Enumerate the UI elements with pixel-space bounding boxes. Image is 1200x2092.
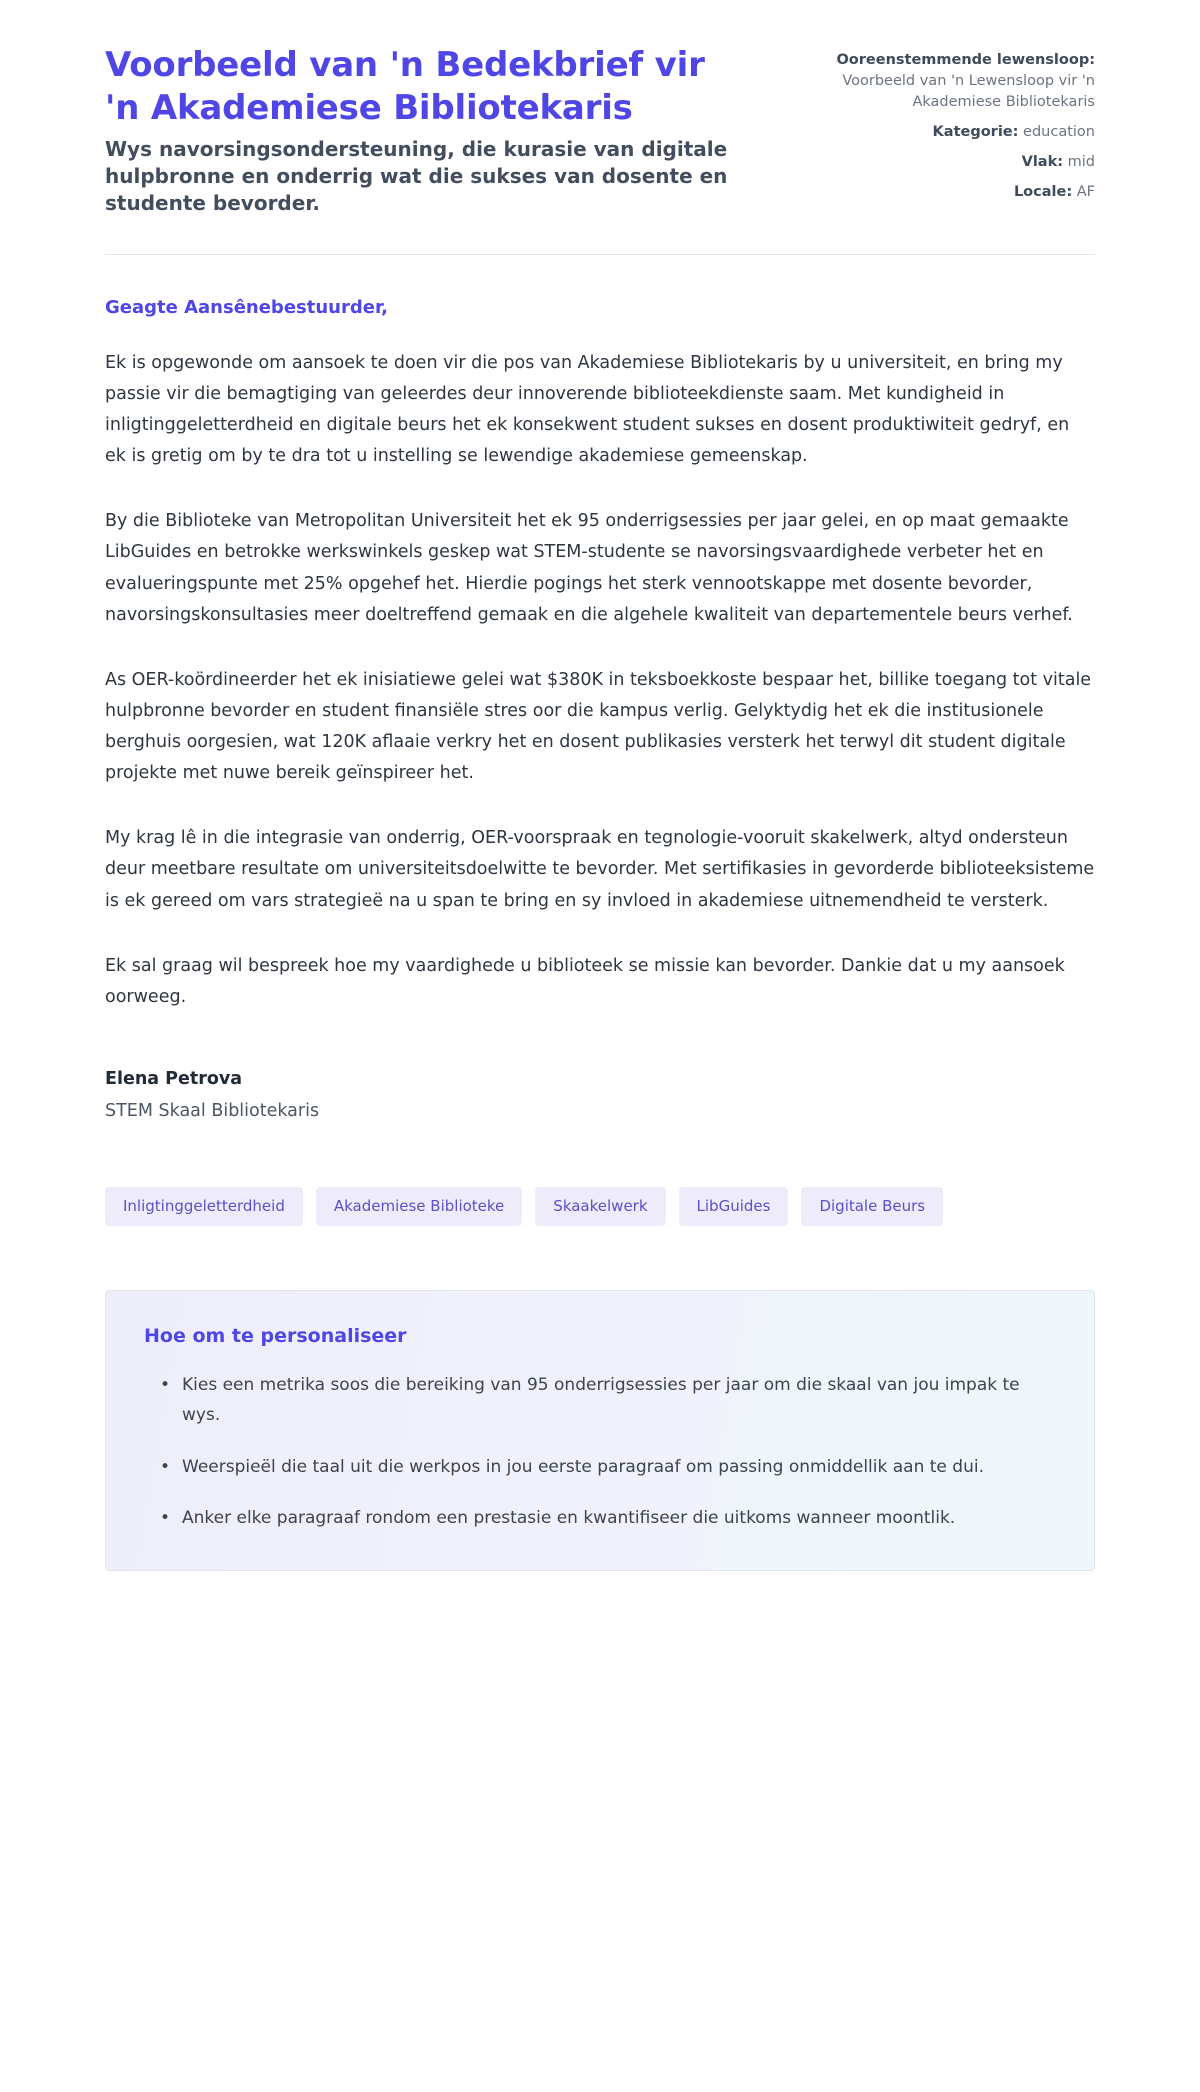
tag-chip[interactable]: Inligtinggeletterdheid <box>105 1187 303 1226</box>
tip-list-item: • Anker elke paragraaf rondom een prestasie en kwantifiseer die uitkoms wanneer moontlik. <box>168 1504 1056 1534</box>
meta-label-matching-resume: Ooreenstemmende lewensloop: <box>836 52 1095 68</box>
meta-value-level: mid <box>1067 154 1095 171</box>
tag-chip[interactable]: LibGuides <box>679 1187 789 1226</box>
tag-chip[interactable]: Skaakelwerk <box>535 1187 665 1226</box>
meta-label-level: Vlak: <box>1021 154 1064 171</box>
letter-salutation <box>105 297 1095 318</box>
tips-list <box>144 1371 1056 1534</box>
letter-paragraph-5: Ek sal graag wil bespreek hoe my vaardighede u biblioteek se missie kan bevorder. Dankie dat u my aansoek oorweeg. <box>105 955 1065 1007</box>
letter-paragraph-3: As OER-koördineerder het ek inisiatiewe gelei wat $380K in teksboekkoste bespaar het, billike toegang tot vitale hulpbronne bevorder en student finansiële stres oor die kampus verlig. Gelyktydig het ek die institusionele berghuis oorgesien, wat 120K aflaaie verkry het en dosent publikasies versterk het terwyl dit student digitale projekte met nuwe bereik geïnspireer het. <box>105 669 1092 784</box>
cover-letter-body <box>105 255 1095 1121</box>
meta-value-category: education <box>1023 124 1095 141</box>
header-title-block <box>105 44 730 217</box>
tag-chip[interactable]: Digitale Beurs <box>801 1187 943 1226</box>
meta-value-locale: AF <box>1076 184 1095 201</box>
salutation-text: Geagte Aansênebestuurder, <box>105 296 389 318</box>
meta-row-level <box>830 152 1095 173</box>
meta-row-matching-resume <box>830 50 1095 113</box>
meta-row-locale <box>830 182 1095 203</box>
signature-block <box>105 1069 1095 1121</box>
tips-title: Hoe om te personaliseer <box>144 1325 407 1348</box>
letter-paragraph-4: My krag lê in die integrasie van onderrig, OER-voorspraak en tegnologie-vooruit skakelwerk, altyd ondersteun deur meetbare resultate om universiteitsdoelwitte te bevorder. Met sertifikasies in gevorderde biblioteeksisteme is ek gereed om vars strategieë na u span te bring en sy invloed in akademiese uitnemendheid te versterk. <box>105 828 1095 911</box>
tip-list-item: • Weerspieël die taal uit die werkpos in jou eerste paragraaf om passing onmiddellik aan te dui. <box>168 1453 1056 1483</box>
letter-paragraph-1: Ek is opgewonde om aansoek te doen vir die pos van Akademiese Bibliotekaris by u universiteit, en bring my passie vir die bemagtiging van geleerdes deur innoverende biblioteekdienste saam. Met kundigheid in inligtinggeletterdheid en digitale beurs het ek konsekwent student sukses en dosent produktiwiteit gedryf, en ek is gretig om by te dra tot u instelling se lewendige akademiese gemeenskap. <box>105 352 1070 467</box>
tag-chip[interactable]: Akademiese Biblioteke <box>316 1187 522 1226</box>
signature-role: STEM Skaal Bibliotekaris <box>105 1101 320 1122</box>
personalization-tips-panel <box>105 1290 1095 1571</box>
letter-paragraph-2: By die Biblioteke van Metropolitan Universiteit het ek 95 onderrigsessies per jaar gelei, en op maat gemaakte LibGuides en betrokke werkswinkels geskep wat STEM-studente se navorsingsvaardighede verbeter het en evalueringspunte met 25% opgehef het. Hierdie pogings het sterk vennootskappe met dosente bevorder, navorsingskonsultasies meer doeltreffend gemaak en die algehele kwaliteit van departementele beurs verhef. <box>105 511 1073 625</box>
meta-label-category: Kategorie: <box>932 124 1019 141</box>
metadata-panel <box>830 44 1095 203</box>
tip-list-item: • Kies een metrika soos die bereiking van 95 onderrigsessies per jaar om die skaal van jou impak te wys. <box>168 1371 1056 1431</box>
signature-name: Elena Petrova <box>105 1069 243 1090</box>
document-header <box>105 44 1095 217</box>
page-title: Voorbeeld van 'n Bedekbrief vir 'n Akademiese Bibliotekaris <box>105 45 705 128</box>
meta-row-category <box>830 122 1095 143</box>
meta-label-locale: Locale: <box>1013 184 1073 201</box>
meta-value-matching-resume: Voorbeeld van 'n Lewensloop vir 'n Akademiese Bibliotekaris <box>842 73 1095 111</box>
tag-list <box>105 1187 1095 1226</box>
page-subtitle: Wys navorsingsondersteuning, die kurasie van digitale hulpbronne en onderrig wat die sukses van dosente en studente bevorder. <box>105 136 728 215</box>
